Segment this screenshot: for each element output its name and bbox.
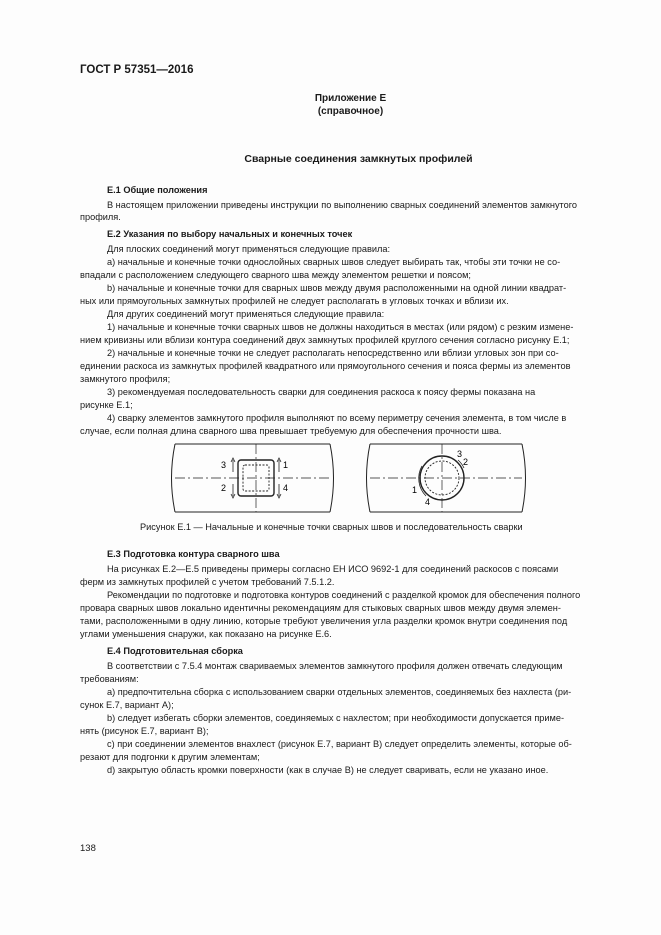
paragraph-line: единении раскоса из замкнутых профилей квадратного или прямоугольного сечения и пояса фермы из элементов bbox=[80, 361, 571, 371]
paragraph-line: В настоящем приложении приведены инструкции по выполнению сварных соединений элементов замкнутого bbox=[107, 200, 578, 210]
paragraph-line: 1) начальные и конечные точки сварных швов не должны находиться в местах (или рядом) с резким измене- bbox=[107, 322, 574, 332]
paragraph-line: случае, если полная длина сварного шва превышает требуемую для обеспечения прочности шва. bbox=[80, 426, 502, 436]
figure-caption: Рисунок Е.1 — Начальные и конечные точки сварных швов и последовательность сварки bbox=[140, 522, 523, 532]
paragraph-line: b) начальные и конечные точки для сварных швов между двумя расположенными на одной линии квадрат- bbox=[107, 283, 567, 293]
section-heading-e3: Е.3 Подготовка контура сварного шва bbox=[107, 549, 280, 559]
main-title: Сварные соединения замкнутых профилей bbox=[244, 153, 473, 165]
paragraph-line: Для плоских соединений могут применяться следующие правила: bbox=[107, 244, 391, 254]
paragraph-line: нять (рисунок Е.7, вариант В); bbox=[80, 726, 209, 736]
paragraph-line: Для других соединений могут применяться следующие правила: bbox=[107, 309, 385, 319]
seq-label: 3 bbox=[221, 460, 227, 470]
paragraph-line: 2) начальные и конечные точки не следует располагать непосредственно или вблизи угловых зон при со- bbox=[107, 348, 559, 358]
page-number: 138 bbox=[80, 843, 96, 854]
square-profile-joint bbox=[172, 444, 334, 512]
circular-profile-joint bbox=[367, 444, 526, 512]
section-heading-e2: Е.2 Указания по выбору начальных и конечных точек bbox=[107, 229, 353, 239]
paragraph-line: а) предпочтительна сборка с использованием сварки отдельных элементов, соединяемых без нахлеста (ри- bbox=[107, 687, 572, 697]
paragraph-line: ферм из замкнутых профилей с учетом требований 7.5.1.2. bbox=[80, 577, 335, 587]
weld-sequence-figure bbox=[170, 438, 530, 518]
paragraph-line: d) закрытую область кромки поверхности (как в случае В) не следует сваривать, если не указано иное. bbox=[107, 765, 549, 775]
paragraph-line: профиля. bbox=[80, 212, 121, 222]
seq-label: 1 bbox=[283, 460, 289, 470]
section-heading-e4: Е.4 Подготовительная сборка bbox=[107, 646, 243, 656]
paragraph-line: рисунке Е.1; bbox=[80, 400, 133, 410]
paragraph-line: b) следует избегать сборки элементов, соединяемых с нахлестом; при необходимости допускается приме- bbox=[107, 713, 565, 723]
seq-label: 4 bbox=[425, 497, 431, 507]
paragraph-line: Рекомендации по подготовке и подготовка контуров соединений с разделкой кромок для обеспечения полного bbox=[107, 590, 581, 600]
paragraph-line: На рисунках Е.2—Е.5 приведены примеры согласно ЕН ИСО 9692-1 для соединений раскосов с поясами bbox=[107, 564, 559, 574]
paragraph-line: замкнутого профиля; bbox=[80, 374, 171, 384]
appendix-note: (справочное) bbox=[317, 106, 384, 117]
paragraph-line: углами уменьшения снаружи, как показано на рисунке Е.6. bbox=[80, 629, 332, 639]
paragraph-line: нием кривизны или вблизи контура соединений двух замкнутых профилей круглого сечения согласно рисунку Е.1; bbox=[80, 335, 570, 345]
paragraph-line: тами, расположенными в одну линию, которые требуют увеличения угла разделки кромок внутри соединения под bbox=[80, 616, 568, 626]
paragraph-line: 3) рекомендуемая последовательность сварки для соединения раскоса к поясу фермы показана на bbox=[107, 387, 536, 397]
paragraph-line: впадали с расположением следующего сварного шва между элементом решетки и поясом; bbox=[80, 270, 471, 280]
appendix-title: Приложение Е bbox=[314, 93, 387, 104]
section-heading-e1: Е.1 Общие положения bbox=[107, 185, 208, 195]
seq-label: 2 bbox=[463, 457, 469, 467]
paragraph-line: с) при соединении элементов внахлест (рисунок Е.7, вариант В) следует определить элементы, которые об- bbox=[107, 739, 572, 749]
paragraph-line: требованиям: bbox=[80, 674, 139, 684]
paragraph-line: а) начальные и конечные точки однослойных сварных швов следует выбирать так, чтобы эти точки не со- bbox=[107, 257, 561, 267]
paragraph-line: провара сварных швов локально идентичны рекомендациям для стыковых сварных швов между двумя элемен- bbox=[80, 603, 561, 613]
seq-label: 4 bbox=[283, 483, 289, 493]
seq-label: 1 bbox=[412, 485, 418, 495]
seq-label: 3 bbox=[457, 449, 463, 459]
standard-header: ГОСТ Р 57351—2016 bbox=[80, 64, 194, 76]
paragraph-line: 4) сварку элементов замкнутого профиля выполняют по всему периметру сечения элемента, в том числе в bbox=[107, 413, 567, 423]
seq-label: 2 bbox=[221, 483, 227, 493]
paragraph-line: резают для подгонки к другим элементам; bbox=[80, 752, 260, 762]
paragraph-line: В соответствии с 7.5.4 монтаж свариваемых элементов замкнутого профиля должен отвечать следующим bbox=[107, 661, 563, 671]
paragraph-line: ных или прямоугольных замкнутых профилей не следует располагать в угловых точках и вблизи их. bbox=[80, 296, 509, 306]
paragraph-line: сунок Е.7, вариант А); bbox=[80, 700, 174, 710]
